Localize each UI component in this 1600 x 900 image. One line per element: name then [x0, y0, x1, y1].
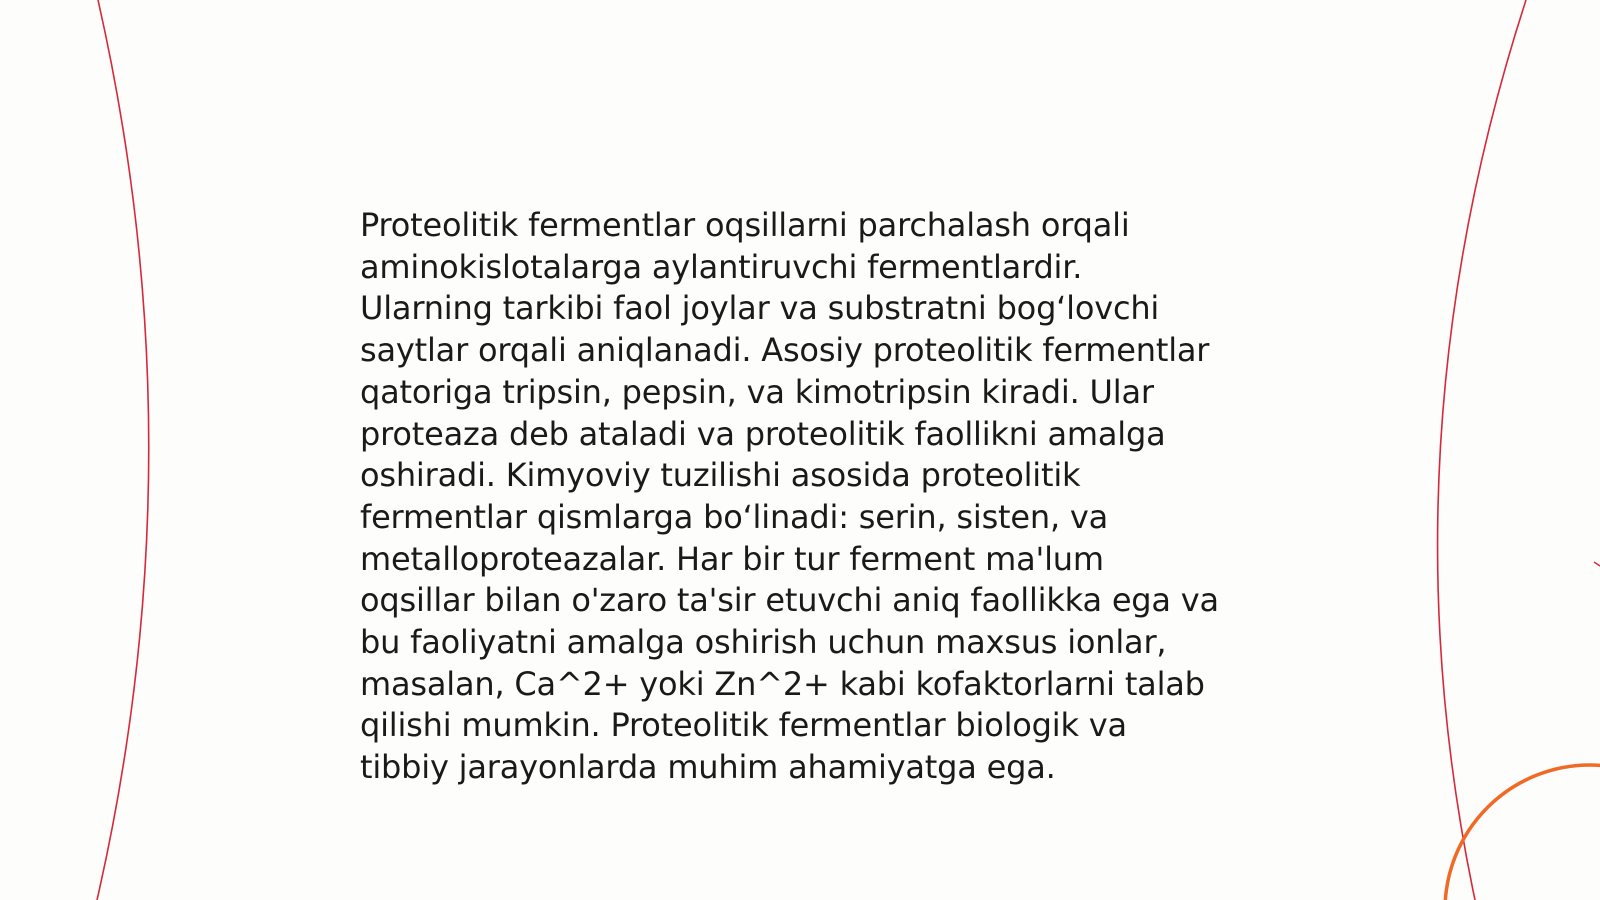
paragraph-line: fermentlar qismlarga bo‘linadi: serin, sisten, va: [360, 497, 1109, 536]
paragraph-line: metalloproteazalar. Har bir tur ferment ma'lum: [360, 539, 1104, 578]
paragraph-line: oqsillar bilan o'zaro ta'sir etuvchi aniq faollikka ega va: [360, 581, 1219, 620]
right-arc: [1438, 0, 1526, 900]
left-arc: [97, 0, 149, 900]
paragraph-line: Ularning tarkibi faol joylar va substratni bog‘lovchi: [360, 289, 1160, 328]
paragraph-line: masalan, Ca^2+ yoki Zn^2+ kabi kofaktorlarni talab: [360, 664, 1205, 703]
paragraph-line: saytlar orqali aniqlanadi. Asosiy proteolitik fermentlar: [360, 331, 1210, 370]
paragraph-line: qilishi mumkin. Proteolitik fermentlar biologik va: [360, 706, 1127, 745]
paragraph-line: proteaza deb ataladi va proteolitik faollikni amalga: [360, 414, 1166, 453]
right-edge-tick: [1594, 562, 1600, 566]
paragraph-line: Proteolitik fermentlar oqsillarni parchalash orqali: [360, 206, 1130, 244]
paragraph-line: oshiradi. Kimyoviy tuzilishi asosida proteolitik: [360, 456, 1081, 495]
body-paragraph: [360, 205, 1260, 789]
paragraph-line: tibbiy jarayonlarda muhim ahamiyatga ega.: [360, 748, 1056, 787]
paragraph-line: aminokislotalarga aylantiruvchi fermentlardir.: [360, 247, 1083, 286]
orange-circle: [1445, 765, 1600, 900]
paragraph-line: bu faoliyatni amalga oshirish uchun maxsus ionlar,: [360, 623, 1167, 662]
paragraph-line: qatoriga tripsin, pepsin, va kimotripsin kiradi. Ular: [360, 372, 1154, 411]
